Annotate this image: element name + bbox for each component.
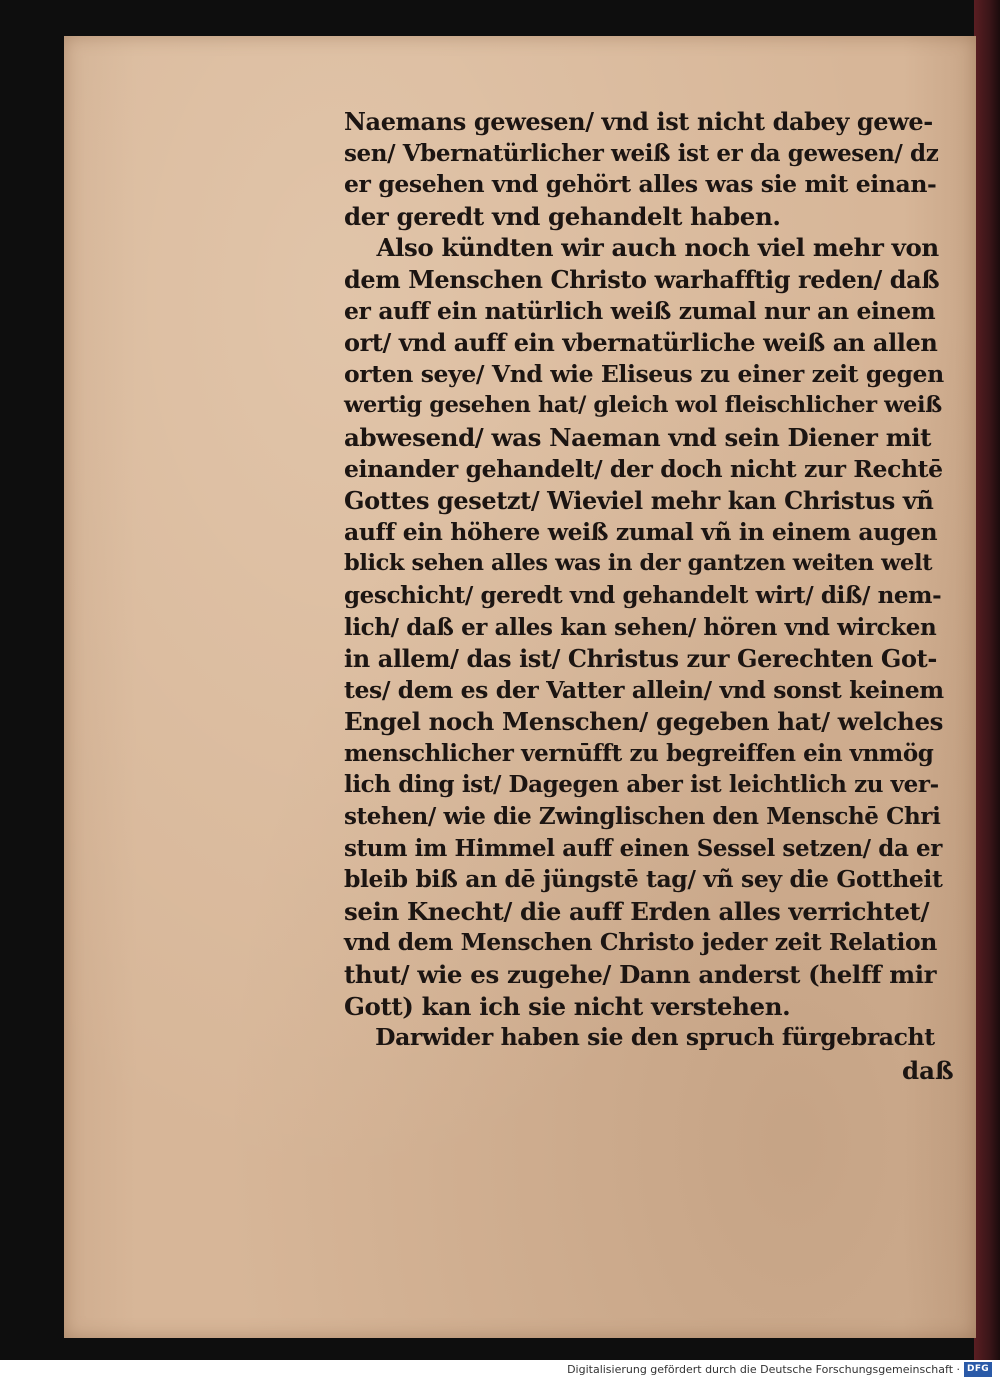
book-edge-strip bbox=[974, 0, 1000, 1360]
book-page bbox=[64, 36, 976, 1338]
text-line: bleib biß an dē jüngstē tag/ vñ sey die Gottheit bbox=[344, 865, 943, 894]
text-line: menschlicher vernūfft zu begreiffen ein vnmög bbox=[344, 739, 934, 767]
text-line: Darwider haben sie den spruch fürgebracht bbox=[344, 1023, 935, 1052]
text-line: lich ding ist/ Dagegen aber ist leichtlich zu ver- bbox=[344, 771, 939, 799]
text-line: tes/ dem es der Vatter allein/ vnd sonst keinem bbox=[344, 675, 944, 704]
dfg-logo-icon: DFG bbox=[964, 1362, 992, 1377]
text-line: sein Knecht/ die auff Erden alles verrichtet/ bbox=[344, 896, 929, 926]
text-line: Gott) kan ich sie nicht verstehen. bbox=[344, 991, 791, 1021]
text-line: Engel noch Menschen/ gegeben hat/ welches bbox=[344, 707, 944, 737]
text-line: in allem/ das ist/ Christus zur Gerechten Got- bbox=[344, 644, 937, 674]
text-line: der geredt vnd gehandelt haben. bbox=[344, 201, 781, 231]
text-line: Naemans gewesen/ vnd ist nicht dabey gewe- bbox=[344, 107, 933, 136]
text-line: dem Menschen Christo warhafftig reden/ daß bbox=[344, 264, 940, 294]
text-line: Gottes gesetzt/ Wieviel mehr kan Christus vñ bbox=[344, 486, 934, 516]
text-line: sen/ Vbernatürlicher weiß ist er da gewesen/ dz bbox=[344, 139, 939, 167]
text-block bbox=[344, 106, 944, 1054]
catchword: daß bbox=[902, 1056, 954, 1085]
text-line: Also kündten wir auch noch viel mehr von bbox=[344, 233, 939, 263]
text-line: ort/ vnd auff ein vbernatürliche weiß an allen bbox=[344, 328, 938, 358]
text-line: wertig gesehen hat/ gleich wol fleischlicher weiß bbox=[344, 392, 942, 419]
text-line: einander gehandelt/ der doch nicht zur Rechtē bbox=[344, 454, 943, 483]
text-line: stum im Himmel auff einen Sessel setzen/ da er bbox=[344, 834, 943, 862]
funding-credit: Digitalisierung gefördert durch die Deutsche Forschungsgemeinschaft · bbox=[567, 1363, 960, 1376]
text-line: thut/ wie es zugehe/ Dann anderst (helff mir bbox=[344, 960, 937, 990]
text-line: lich/ daß er alles kan sehen/ hören vnd wircken bbox=[344, 613, 937, 641]
text-line: geschicht/ geredt vnd gehandelt wirt/ diß/ nem- bbox=[344, 581, 942, 609]
text-line: vnd dem Menschen Christo jeder zeit Relation bbox=[344, 928, 937, 957]
footer-bar bbox=[0, 1360, 1000, 1380]
text-line: er auff ein natürlich weiß zumal nur an einem bbox=[344, 296, 936, 325]
text-line: abwesend/ was Naeman vnd sein Diener mit bbox=[344, 422, 932, 452]
text-line: er gesehen vnd gehört alles was sie mit einan- bbox=[344, 170, 937, 199]
text-line: blick sehen alles was in der gantzen weiten welt bbox=[344, 550, 933, 577]
text-line: stehen/ wie die Zwinglischen den Menschē Chri bbox=[344, 803, 941, 831]
text-line: orten seye/ Vnd wie Eliseus zu einer zeit gegen bbox=[344, 359, 944, 388]
text-line: auff ein höhere weiß zumal vñ in einem augen bbox=[344, 517, 938, 546]
